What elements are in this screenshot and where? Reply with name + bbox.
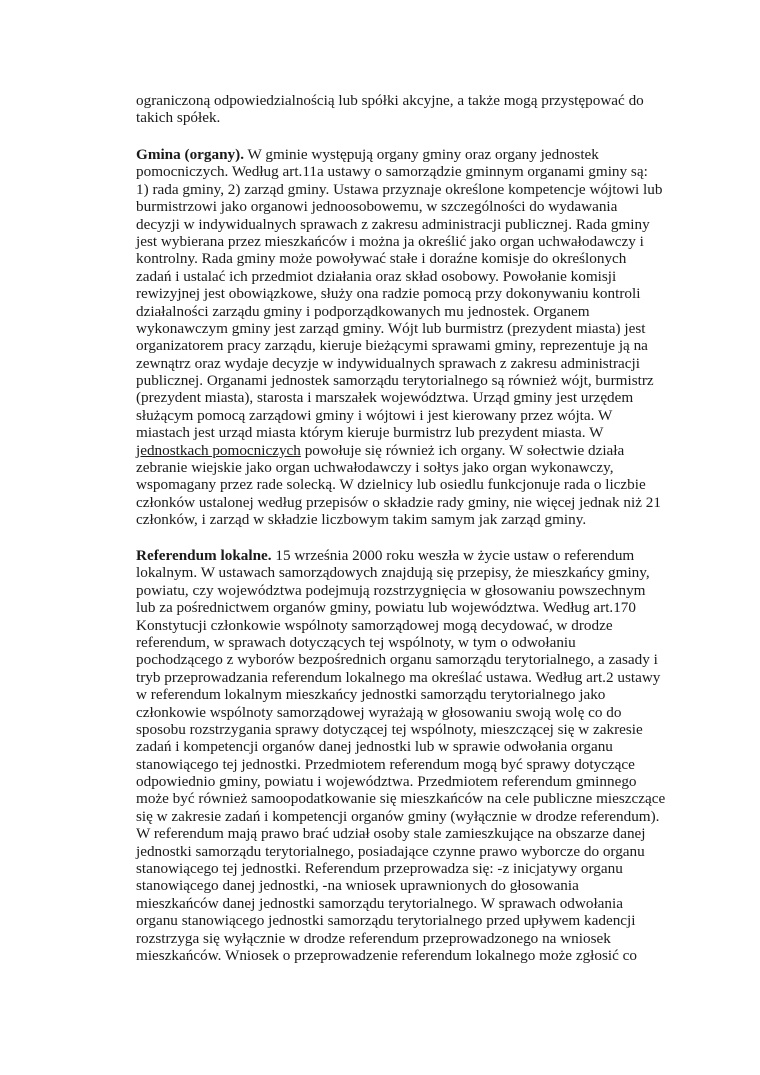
- text-line: [136, 547, 696, 564]
- text-line: wykonawczym gminy jest zarząd gminy. Wójt lub burmistrz (prezydent miasta) jest: [136, 319, 646, 337]
- text-run: powołuje się również ich organy. W sołectwie działa: [300, 441, 625, 459]
- text-line: organu stanowiącego jednostki samorządu terytorialnego przed upływem kadencji: [136, 912, 636, 930]
- text-line: mieszkańców. Wniosek o przeprowadzenie referendum lokalnego może zgłosić co: [136, 946, 637, 964]
- text-run: W gminie występują organy gminy oraz organy jednostek: [244, 146, 599, 163]
- text-line: członków, i zarząd w składzie liczbowym takim samym jak zarząd gminy.: [136, 511, 587, 529]
- text-line: stanowiącego tej jednostki. Przedmiotem referendum mogą być sprawy dotyczące: [136, 755, 635, 773]
- text-line: pomocniczych. Według art.11a ustawy o samorządzie gminnym organami gminy są:: [136, 163, 648, 181]
- text-line: [136, 146, 696, 163]
- text-line: może być również samoopodatkowanie się mieszkańców na cele publiczne mieszczące: [136, 790, 666, 808]
- jednostkach-pomocniczych-link[interactable]: jednostkach pomocniczych: [136, 441, 301, 459]
- text-line: sposobu rozstrzygania sprawy dotyczącej tej wspólnoty, mieszczącej się w zakresie: [136, 720, 643, 738]
- text-line: stanowiącego danej jednostki, -na wniosek uprawnionych do głosowania: [136, 877, 579, 895]
- gmina-paragraph: [136, 146, 696, 529]
- text-line: wspomagany przez rade solecką. W dzielnicy lub osiedlu funkcjonuje rada o liczbie: [136, 476, 646, 494]
- text-line: służącym pomocą zarządowi gminy i wójtowi i jest kierowany przez wójta. W: [136, 406, 613, 424]
- referendum-heading: Referendum lokalne.: [136, 547, 272, 564]
- text-line: miastach jest urząd miasta którym kieruje burmistrz lub prezydent miasta. W: [136, 424, 604, 442]
- text-line: decyzji w indywidualnych sprawach z zakresu administracji publicznej. Rada gminy: [136, 215, 650, 233]
- text-line: członków ustalonej według przepisów o składzie rady gminy, nie więcej jednak niż 21: [136, 493, 661, 511]
- text-line: się w zakresie zadań i kompetencji organów gminy (wyłącznie w drodze referendum).: [136, 807, 660, 825]
- text-line: zebranie wiejskie jako organ uchwałodawczy i sołtys jako organ wykonawczy,: [136, 459, 614, 477]
- text-line: rozstrzyga się wyłącznie w drodze referendum przeprowadzonego na wniosek: [136, 929, 611, 947]
- text-line: publicznej. Organami jednostek samorządu terytorialnego są również wójt, burmistrz: [136, 372, 654, 390]
- text-line: jest wybierana przez mieszkańców i można ja określić jako organ uchwałodawczy i: [136, 232, 644, 250]
- referendum-paragraph: [136, 547, 696, 964]
- text-line: tryb przeprowadzania referendum lokalnego ma określać ustawa. Według art.2 ustawy: [136, 668, 661, 686]
- text-line: działalności zarządu gminy i podporządkowanych mu jednostek. Organem: [136, 302, 590, 320]
- text-line: [136, 442, 696, 459]
- text-line: Konstytucji członkowie wspólnoty samorządowej mogą decydować, w drodze: [136, 616, 613, 634]
- text-line: jednostki samorządu terytorialnego, posiadające czynne prawo wyborcze do organu: [136, 842, 645, 860]
- text-line: lokalnym. W ustawach samorządowych znajdują się przepisy, że mieszkańcy gminy,: [136, 564, 650, 582]
- text-line: kontrolny. Rada gminy może powoływać stałe i doraźne komisje do określonych: [136, 250, 627, 268]
- text-line: pochodzącego z wyborów bezpośrednich organu samorządu terytorialnego, a zasady i: [136, 651, 658, 669]
- text-line: rewizyjnej jest obowiązkowe, służy ona radzie pomocą przy dokonywaniu kontroli: [136, 285, 641, 303]
- text-line: referendum, w sprawach dotyczących tej wspólnoty, w tym o odwołaniu: [136, 633, 576, 651]
- text-line: (prezydent miasta), starosta i marszałek województwa. Urząd gminy jest urzędem: [136, 389, 634, 407]
- intro-paragraph: [136, 92, 696, 127]
- text-line: zadań i ustalać ich przedmiot działania oraz skład osobowy. Powołanie komisji: [136, 267, 617, 285]
- text-line: w referendum lokalnym mieszkańcy jednostki samorządu terytorialnego jako: [136, 686, 606, 704]
- text-line: takich spółek.: [136, 109, 221, 127]
- text-line: zewnątrz oraz wydaje decyzje w indywidualnych sprawach z zakresu administracji: [136, 354, 640, 372]
- text-line: burmistrzowi jako organowi jednoosobowemu, w szczególności do wydawania: [136, 198, 618, 216]
- text-line: odpowiednio gminy, powiatu i województwa. Przedmiotem referendum gminnego: [136, 773, 637, 791]
- text-line: zadań i kompetencji organów danej jednostki lub w sprawie odwołania organu: [136, 738, 613, 756]
- text-line: ograniczoną odpowiedzialnością lub spółki akcyjne, a także mogą przystępować do: [136, 92, 644, 109]
- text-line: mieszkańców danej jednostki samorządu terytorialnego. W sprawach odwołania: [136, 894, 623, 912]
- text-run: 15 września 2000 roku weszła w życie ustaw o referendum: [271, 547, 635, 564]
- text-line: lub za pośrednictwem organów gminy, powiatu lub województwa. Według art.170: [136, 599, 636, 617]
- text-line: 1) rada gminy, 2) zarząd gminy. Ustawa przyznaje określone kompetencje wójtowi lub: [136, 180, 663, 198]
- gmina-heading: Gmina (organy).: [136, 146, 244, 163]
- text-line: powiatu, czy województwa podejmują rozstrzygnięcia w głosowaniu powszechnym: [136, 581, 646, 599]
- text-line: organizatorem pracy zarządu, kieruje bieżącymi sprawami gminy, reprezentuje ją na: [136, 337, 648, 355]
- text-line: W referendum mają prawo brać udział osoby stale zamieszkujące na obszarze danej: [136, 825, 646, 843]
- text-line: członkowie wspólnoty samorządowej wyrażają w głosowaniu swoją wolę co do: [136, 703, 622, 721]
- text-line: stanowiącego tej jednostki. Referendum przeprowadza się: -z inicjatywy organu: [136, 860, 623, 878]
